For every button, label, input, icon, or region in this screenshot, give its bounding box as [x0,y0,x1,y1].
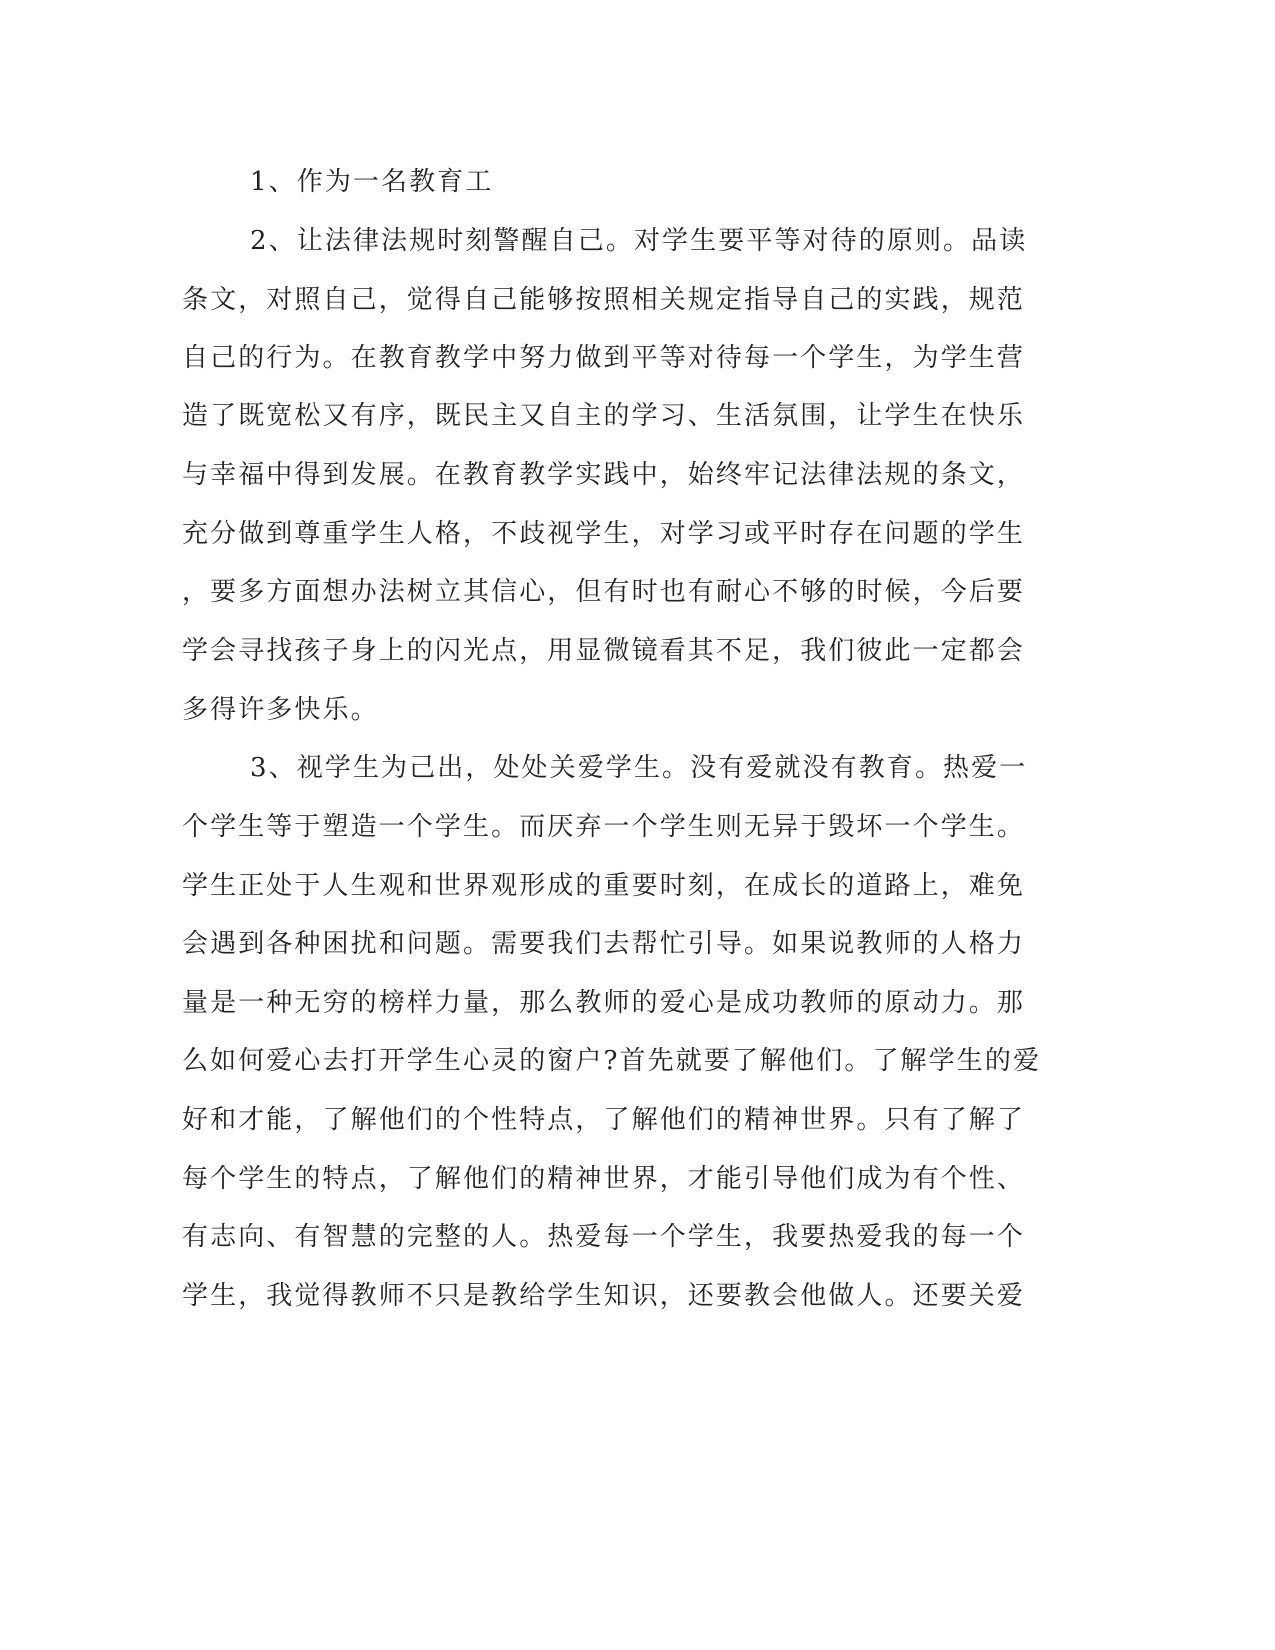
paragraph-3-line-6: 么如何爱心去打开学生心灵的窗户?首先就要了解他们。了解学生的爱 [182,1046,1042,1076]
paragraph-3-line-2: 个学生等于塑造一个学生。而厌弃一个学生则无异于毁坏一个学生。 [182,812,1026,842]
paragraph-3-line-4: 会遇到各种困扰和问题。需要我们去帮忙引导。如果说教师的人格力 [182,929,1026,959]
paragraph-2-line-7: ，要多方面想办法树立其信心，但有时也有耐心不够的时候，今后要 [182,577,1026,607]
paragraph-2-line-5: 与幸福中得到发展。在教育教学实践中，始终牢记法律法规的条文， [182,460,1026,490]
paragraph-3-line-9: 有志向、有智慧的完整的人。热爱每一个学生，我要热爱我的每一个 [182,1222,1026,1252]
paragraph-2-line-8: 学会寻找孩子身上的闪光点，用显微镜看其不足，我们彼此一定都会 [182,636,1026,666]
paragraph-1-heading: 1、作为一名教育工 [250,167,494,197]
paragraph-2-line-1: 2、让法律法规时刻警醒自己。对学生要平等对待的原则。品读 [250,226,1028,256]
paragraph-3-line-10: 学生，我觉得教师不只是教给学生知识，还要教会他做人。还要关爱 [182,1281,1026,1311]
paragraph-3-line-1: 3、视学生为己出，处处关爱学生。没有爱就没有教育。热爱一 [250,753,1028,783]
paragraph-3-line-8: 每个学生的特点，了解他们的精神世界，才能引导他们成为有个性、 [182,1164,1026,1194]
paragraph-3-line-7: 好和才能，了解他们的个性特点，了解他们的精神世界。只有了解了 [182,1105,1026,1135]
paragraph-2-line-2: 条文，对照自己，觉得自己能够按照相关规定指导自己的实践，规范 [182,285,1026,315]
paragraph-2-line-3: 自己的行为。在教育教学中努力做到平等对待每一个学生，为学生营 [182,343,1026,373]
paragraph-2-line-4: 造了既宽松又有序，既民主又自主的学习、生活氛围，让学生在快乐 [182,401,1026,431]
paragraph-3-line-3: 学生正处于人生观和世界观形成的重要时刻，在成长的道路上，难免 [182,871,1026,901]
paragraph-3-line-5: 量是一种无穷的榜样力量，那么教师的爱心是成功教师的原动力。那 [182,988,1026,1018]
paragraph-2-line-9: 多得许多快乐。 [182,695,379,725]
paragraph-2-line-6: 充分做到尊重学生人格，不歧视学生，对学习或平时存在问题的学生 [182,519,1026,549]
